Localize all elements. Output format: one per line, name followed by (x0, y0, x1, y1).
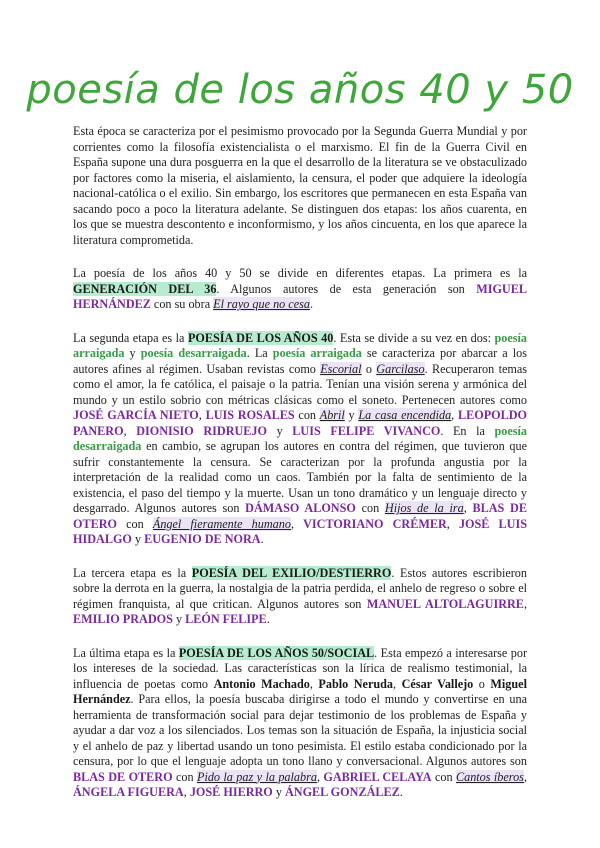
author-name: DIONISIO RIDRUEJO (136, 423, 268, 438)
text: y (172, 612, 186, 626)
author-name: JOSÉ GARCÍA NIETO (73, 408, 199, 422)
paragraph-anos-50 (73, 646, 527, 801)
text: , (523, 596, 527, 611)
text: con su obra (150, 297, 214, 311)
text: , (198, 408, 206, 422)
work-title: Abril (319, 408, 345, 422)
text: y (272, 785, 285, 799)
author-name: GABRIEL CELAYA (323, 769, 432, 784)
work-title: Hijos de la ira (384, 501, 464, 515)
text: . Estos autores escribieron sobre la derrota en la guerra, la nostalgia de la patria perdida, el anhelo de regreso o sobre el régimen franquista, al que critican. Algunos autores son (73, 565, 527, 611)
text: La última etapa es la (73, 645, 179, 660)
text: . (309, 297, 314, 311)
work-title: Escorial (320, 361, 362, 376)
author-name: BLAS DE OTERO (73, 769, 173, 784)
text: . Para ellos, la poesía buscaba dirigirse a todo el mundo y convertirse en una herramienta de transformación social para dejar testimonio de los problemas de España y ayudar a dar voz a los silenciados. Los temas son la situación de España, la injusticia social y el anhelo de paz y libertad usando un tono pesimista. El estilo estaba condicionado por la censura, por lo que el lenguaje adopta un tono llano y conversacional. Algunos autores son (73, 692, 527, 768)
text: y (267, 423, 293, 438)
poet-name: Antonio Machado (213, 676, 310, 691)
text: con (431, 769, 456, 784)
author-name: JOSÉ HIERRO (189, 785, 273, 799)
work-title: El rayo que no cesa (213, 297, 310, 311)
work-title: Ángel fieramente humano (152, 516, 291, 531)
text: . En la (440, 423, 495, 438)
text: , (523, 769, 527, 784)
document-body (73, 124, 527, 819)
term-poesia-desarraigada: poesía desarraigada (140, 346, 247, 360)
text: . (266, 612, 270, 626)
text: y (344, 408, 359, 422)
highlight-anos-50: POESÍA DE LOS AÑOS 50/SOCIAL (178, 645, 375, 660)
paragraph-generacion-36 (73, 266, 527, 313)
text: . Esta se divide a su vez en dos: (333, 330, 495, 345)
poet-name: Pablo Neruda (318, 676, 394, 691)
text: en cambio, se agrupan los autores en contra del régimen, que tuvieron que sufrir constantemente la censura. Se caracterizan por la profunda angustia por la interpretación de la realidad como un caos. También por la falta de sentimiento de la existencia, el paso del tiempo y la muerte. Usan un tono dramático y un lenguaje directo y desgarrado. Algunos autores son (73, 439, 527, 515)
author-name: LEOPOLDO PANERO (73, 408, 528, 438)
text: . Esta empezó a interesarse por los intereses de la sociedad. Las características son la lírica de realismo testimonial, la influencia de poetas como (73, 645, 528, 691)
work-title: Garcilaso (376, 361, 425, 376)
text: . La (246, 346, 273, 360)
text: , (393, 676, 402, 691)
author-name: LUIS ROSALES (205, 408, 295, 422)
paragraph-intro: Esta época se caracteriza por el pesimismo provocado por la Segunda Guerra Mundial y por corrientes como la filosofía existencialista o el marxismo. El fin de la Guerra Civil en España supone una dura posguerra en la que el desarrollo de la literatura se ve obstaculizado por factores como la miseria, el aislamiento, la censura, el poder que adquiere la ideología nacional-católica o el exilio. Sin embargo, los escritores que permanecen en esta España van sacando poco a poco la literatura adelante. Se distinguen dos etapas: los años cuarenta, en los que se muestra descontento e inconformismo, y los años cincuenta, en los que aparece la literatura comprometida. (73, 124, 527, 247)
text: se caracteriza por abarcar a los autores afines al régimen. Usaban revistas como (73, 346, 528, 376)
text: , (309, 676, 319, 691)
page-title: poesía de los años 40 y 50 (26, 67, 574, 113)
paragraph-anos-40 (73, 331, 527, 548)
term-poesia-desarraigada: poesía desarraigada (73, 423, 528, 453)
author-name: LUIS FELIPE VIVANCO (292, 423, 441, 438)
author-name: BLAS DE OTERO (73, 501, 527, 531)
highlight-exilio: POESÍA DEL EXILIO/DESTIERRO (191, 565, 392, 580)
text: con (294, 408, 320, 422)
text: o (473, 676, 491, 691)
term-poesia-arraigada: poesía arraigada (73, 330, 527, 360)
poet-name: César Vallejo (401, 676, 474, 691)
author-name: VICTORIANO CRÉMER (303, 516, 447, 531)
poet-name: Miguel Hernández (73, 676, 527, 706)
text: , (183, 785, 190, 799)
work-title: Cantos íberos (455, 769, 524, 784)
text: , (463, 501, 473, 515)
text: La tercera etapa es la (73, 565, 192, 580)
highlight-anos-40: POESÍA DE LOS AÑOS 40 (187, 330, 334, 345)
author-name: ÁNGELA FIGUERA (73, 785, 184, 799)
highlight-generacion-36: GENERACIÓN DEL 36 (73, 281, 217, 296)
text: La segunda etapa es la (73, 330, 188, 345)
text: , (290, 516, 304, 531)
text: y (131, 532, 145, 546)
author-name: ÁNGEL GONZÁLEZ (284, 785, 400, 799)
work-title: La casa encendida (358, 408, 452, 422)
text: La poesía de los años 40 y 50 se divide en diferentes etapas. La primera es la (73, 266, 527, 280)
text: con (172, 769, 197, 784)
author-name: MANUEL ALTOLAGUIRRE (366, 596, 524, 611)
author-name: MIGUEL HERNÁNDEZ (73, 281, 527, 311)
text: , (451, 408, 458, 422)
text: , (316, 769, 324, 784)
text: con (117, 516, 153, 531)
text: . Algunos autores de esta generación son (216, 281, 477, 296)
text: . Recuperaron temas como el amor, la fe católica, el paisaje o la patria. Tenían una visión serena y armónica del mundo y un estilo sobrio con métricas clásicas como el soneto. Pertenecen autores como (73, 361, 527, 407)
author-name: EMILIO PRADOS (73, 612, 173, 626)
term-poesia-arraigada: poesía arraigada (272, 346, 362, 360)
author-name: EUGENIO DE NORA (144, 532, 261, 546)
text: o (361, 361, 377, 376)
text: . (260, 532, 264, 546)
text: . (399, 785, 403, 799)
author-name: LEÓN FELIPE (185, 612, 267, 626)
text: y (124, 346, 141, 360)
text: , (123, 423, 137, 438)
paragraph-exilio (73, 566, 527, 628)
text: con (355, 501, 385, 515)
author-name: DÁMASO ALONSO (245, 501, 356, 515)
text: , (446, 516, 459, 531)
work-title: Pido la paz y la palabra (197, 769, 317, 784)
author-name: JOSÉ LUIS HIDALGO (73, 516, 527, 546)
